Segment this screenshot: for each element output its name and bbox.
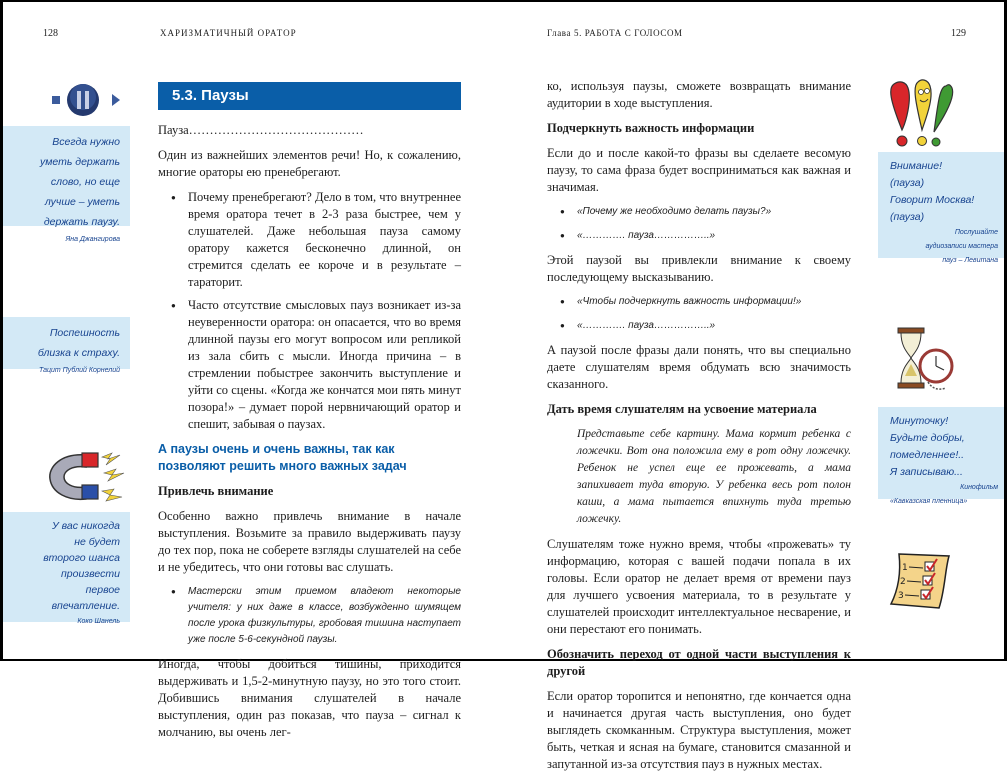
subheading-give-time: Дать время слушателям на усвоение материала <box>547 402 817 416</box>
paragraph: Этой паузой вы привлекли внимание к своему последующему высказыванию. <box>547 253 851 284</box>
hourglass-watch-icon <box>894 326 958 394</box>
quote-line: второго шанса <box>43 552 120 564</box>
checklist-icon <box>887 550 955 612</box>
quote-line: У вас никогда <box>51 520 120 532</box>
sidebar-quote-3 <box>3 512 130 625</box>
section-title: 5.3. Паузы <box>158 82 461 110</box>
quote-line: первое <box>85 584 120 596</box>
svg-text:1: 1 <box>902 563 908 573</box>
example-item: ● «Чтобы подчеркнуть важность информации!» <box>577 294 851 310</box>
quote-author: Тацит Публий Корнелий <box>38 367 120 374</box>
example-list <box>158 584 461 648</box>
paragraph: Особенно важно привлечь внимание в начале выступления. Возьмите за правило выдерживать паузу до тех пор, пока не соберете взгляды слушателей на себе и не убедитесь, что они готовы вас слушать. <box>158 509 461 574</box>
example-list <box>547 294 851 334</box>
paragraph: Если оратор торопится и непонятно, где кончается одна и начинается другая часть выступления, оно будет выглядеть скомканным. Структура выступления, может быть, четкая и ясная на бумаге, становится смазанной и запутанной из-за отсутствия пауз в нужных местах. <box>547 689 851 771</box>
quote-author: Послушайте <box>954 229 998 236</box>
quote-line: слово, но еще <box>50 176 120 188</box>
sidebar-quote-2 <box>3 317 130 374</box>
svg-text:3: 3 <box>898 591 904 601</box>
quote-author: Кинофильм <box>960 484 998 491</box>
intro-paragraph: Один из важнейших элементов речи! Но, к сожалению, многие ораторы ею пренебрегают. <box>158 148 461 179</box>
quote-line: Всегда нужно <box>52 136 120 148</box>
paragraph: Слушателям тоже нужно время, чтобы «прожевать» ту информацию, которая с вашей подачи попала в их головы. Если оратор не делает время от времени пауз для лучшего усвоения материала, то в результате у слушателей происходит интеллектуальное несварение, и они перестают его понимать. <box>547 537 851 636</box>
right-main-column <box>547 78 851 781</box>
quote-line: уметь держать <box>39 156 120 168</box>
quote-line: Поспешность <box>49 327 120 339</box>
continuation-paragraph: ко, используя паузы, сможете возвращать внимание аудитории в ходе выступления. <box>547 79 851 110</box>
quote-line: близка к страху. <box>37 347 120 359</box>
quote-line: (пауза) <box>890 177 925 189</box>
subheading-emphasize: Подчеркнуть важность информации <box>547 121 755 135</box>
running-head-right: Глава 5. РАБОТА С ГОЛОСОМ <box>547 28 683 38</box>
exclamation-marks-icon <box>886 78 962 150</box>
svg-text:2: 2 <box>900 577 906 587</box>
page-number-left: 128 <box>43 28 58 39</box>
quote-author: аудиозаписи мастера <box>925 243 998 250</box>
paragraph: А паузой после фразы дали понять, что вы специально даете слушателям время обдумать всю значимость сказанного. <box>547 343 851 391</box>
paragraph: Иногда, чтобы добиться тишины, приходится выдерживать и 1,5-2-минутную паузу, но это того стоит. Добившись внимания слушателей в начале выступления, один раз показав, что пауза – сигнал к молчанию, вы очень лег- <box>158 657 461 739</box>
example-list <box>547 204 851 244</box>
quote-author: Яна Джангирова <box>65 236 120 243</box>
quote-line: Я записываю... <box>890 466 963 478</box>
subheading-transition: Обозначить переход от одной части выступления к другой <box>547 647 851 678</box>
example-item: ● «…………. пауза……………..» <box>577 318 851 334</box>
pause-button-icon <box>52 82 122 118</box>
quote-line: помедленнее!.. <box>890 449 965 461</box>
example-item: ● «…………. пауза……………..» <box>577 228 851 244</box>
page-number-right: 129 <box>951 28 966 39</box>
sidebar-quote-4 <box>878 152 1004 264</box>
quote-line: Говорит Москва! <box>890 194 975 206</box>
quote-line: Внимание! <box>890 160 943 172</box>
sidebar-quote-5 <box>878 407 1004 505</box>
quote-line: Будьте добры, <box>890 432 965 444</box>
paragraph: Если до и после какой-то фразы вы сделаете весомую паузу, то сама фраза будет восприниматься как важная и значимая. <box>547 146 851 194</box>
quote-line: не будет <box>74 536 120 548</box>
example-item: ● Мастерски этим приемом владеют некоторые учителя: у них даже в классе, возбужденно шумящем после урока физкультуры, гробовая тишина наступает уже после 5-6-секундной паузы. <box>188 584 461 648</box>
list-item: ● Почему пренебрегают? Дело в том, что внутреннее время оратора течет в 2-3 раза быстрее, чем у слушателей. Даже небольшая пауза самому оратору кажется бесконечно длинной, он стремится сделать ее короче и в результате – тараторит. <box>188 189 461 291</box>
reasons-list <box>158 189 461 433</box>
intro-line: Пауза…………………………………… <box>158 123 364 137</box>
sidebar-quote-1 <box>3 126 130 243</box>
magnet-icon <box>46 447 126 509</box>
quote-author: Коко Шанель <box>77 618 120 625</box>
list-item: ● Часто отсутствие смысловых пауз возникает из-за неуверенности оратора: он опасается, что во время длинной паузы его могут вопросом или репликой из зала сбить с мысли. Иногда причина – в стремлении побыстрее закончить выступление и уйти со сцены. «Когда же кончатся мои пять минут позора!» – думает порой нервничающий оратор и спешит, забывая о паузах. <box>188 297 461 433</box>
quote-line: впечатление. <box>51 600 120 612</box>
quote-line: лучше – уметь <box>44 196 120 208</box>
quote-author: пауз – Левитана <box>942 257 998 264</box>
quote-line: Минуточку! <box>890 415 949 427</box>
example-item: ● «Почему же необходимо делать паузы?» <box>577 204 851 220</box>
blue-heading: А паузы очень и очень важны, так как позволяют решить много важных задач <box>158 442 407 473</box>
running-head-left: ХАРИЗМАТИЧНЫЙ ОРАТОР <box>160 28 297 38</box>
story-example: Представьте себе картину. Мама кормит ребенка с ложечки. Вот она положила ему в рот одну ложечку. Ребенок не успел еще ее прожевать, а мама запихивает туда вторую. У ребенка весь рот полон каши, а мама пытается впихнуть туда третью ложечку. <box>577 428 851 525</box>
left-main-column <box>158 82 461 749</box>
quote-author: «Кавказская пленница» <box>890 498 968 505</box>
quote-line: держать паузу. <box>43 216 120 228</box>
quote-line: (пауза) <box>890 211 925 223</box>
subheading-attract-attention: Привлечь внимание <box>158 484 274 498</box>
quote-line: произвести <box>61 568 120 580</box>
